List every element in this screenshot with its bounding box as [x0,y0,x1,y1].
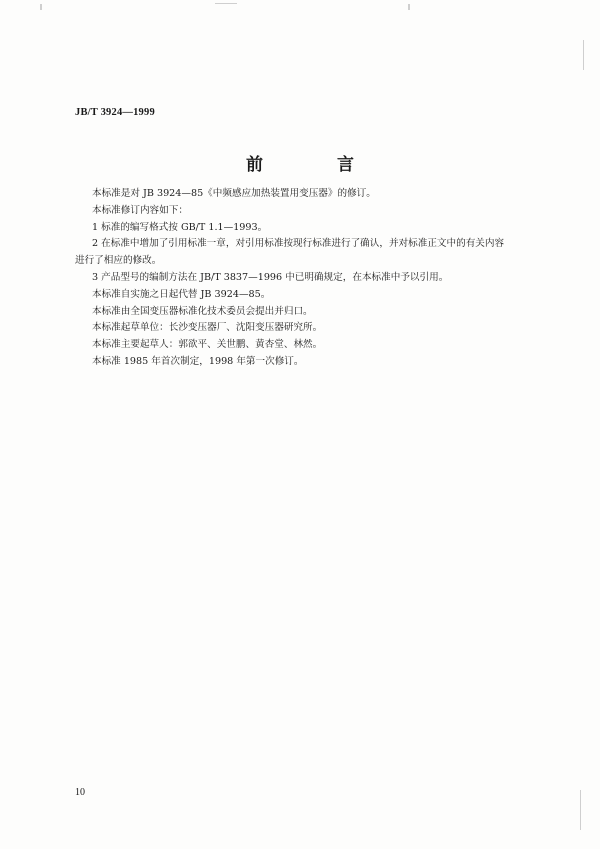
paragraph: 本标准自实施之日起代替 JB 3924—85。 [92,288,271,300]
page-number: 10 [75,787,85,798]
page-title: 前 言 [246,155,388,175]
scan-artifact [408,4,410,10]
scan-artifact [215,3,237,4]
paragraph: 1 标准的编写格式按 GB/T 1.1—1993。 [92,221,268,233]
scan-artifact [40,4,42,10]
paragraph: 本标准主要起草人：郭欲平、关世鹏、黄杏堂、林然。 [92,339,323,351]
scan-artifact [583,40,584,70]
paragraph: 3 产品型号的编制方法在 JB/T 3837—1996 中已明确规定，在本标准中予以引用。 [92,271,449,283]
standard-code: JB/T 3924—1999 [75,107,155,118]
foreword-body [75,186,522,371]
paragraph: 2 在标准中增加了引用标准一章，对引用标准按现行标准进行了确认，并对标准正文中的有关内容 [92,238,505,250]
paragraph: 本标准修订内容如下： [92,204,188,216]
paragraph-continuation: 进行了相应的修改。 [75,255,162,267]
paragraph: 本标准由全国变压器标准化技术委员会提出并归口。 [92,305,313,317]
paragraph: 本标准是对 JB 3924—85《中频感应加热装置用变压器》的修订。 [92,188,376,199]
paragraph: 本标准起草单位：长沙变压器厂、沈阳变压器研究所。 [92,322,323,334]
scan-artifact [580,790,581,830]
paragraph: 本标准 1985 年首次制定，1998 年第一次修订。 [92,355,304,367]
